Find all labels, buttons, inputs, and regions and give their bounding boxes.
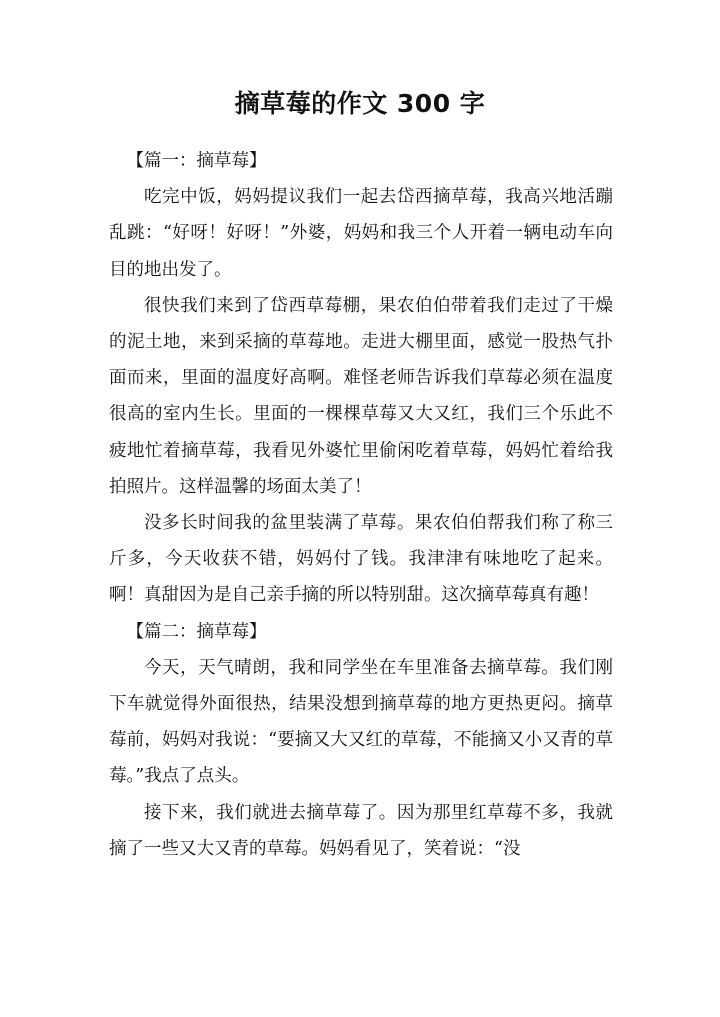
section-heading-2: 【篇二：摘草莓】 [126,621,267,642]
paragraph: 吃完中饭，妈妈提议我们一起去岱西摘草莓，我高兴地活蹦乱跳：“好呀！好呀！”外婆，妈妈和我三个人开着一辆电动车向目的地出发了。 [109,187,613,280]
paragraph: 接下来，我们就进去摘草莓了。因为那里红草莓不多，我就摘了一些又大又青的草莓。妈妈看见了，笑着说：“没 [109,802,613,859]
paragraph: 很快我们来到了岱西草莓棚，果农伯伯带着我们走过了干燥的泥土地，来到采摘的草莓地。走进大棚里面，感觉一股热气扑面而来，里面的温度好高啊。难怪老师告诉我们草莓必须在温度很高的室内生长。里面的一棵棵草莓又大又红，我们三个乐此不疲地忙着摘草莓，我看见外婆忙里偷闲吃着草莓，妈妈忙着给我拍照片。这样温馨的场面太美了！ [109,295,613,497]
page-title: 摘草莓的作文 300 字 [234,89,486,118]
paragraph: 没多长时间我的盆里装满了草莓。果农伯伯帮我们称了称三斤多，今天收获不错，妈妈付了钱。我津津有味地吃了起来。啊！真甜因为是自己亲手摘的所以特别甜。这次摘草莓真有趣！ [109,513,613,606]
essay-body [109,143,613,867]
section-heading-1: 【篇一：摘草莓】 [126,151,267,171]
paragraph: 今天，天气晴朗，我和同学坐在车里准备去摘草莓。我们刚下车就觉得外面很热，结果没想到摘草莓的地方更热更闷。摘草莓前，妈妈对我说：“要摘又大又红的草莓，不能摘又小又青的草莓。”我点了点头。 [109,657,613,787]
